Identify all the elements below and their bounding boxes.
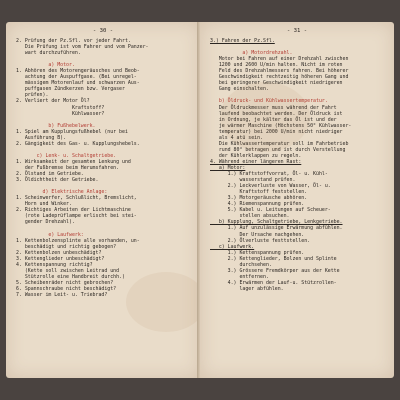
text-line: laufend beobachtet werden. Der Öldruck ist xyxy=(210,110,343,117)
text-line: lager abfühlen. xyxy=(210,285,284,292)
text-line: Motor bei Fahren auf einer Drehzahl zwischen xyxy=(210,56,349,63)
text-line: puffgasen Zündkerzen bzw. Vergaser xyxy=(16,86,125,93)
text-line: Kühlwasser? xyxy=(16,110,105,117)
text-line: stellen absuchen. xyxy=(210,213,290,220)
text-line: Der Öldruckmesser muss während der Fahrt xyxy=(210,104,337,111)
text-line: 2. Prüfung der Pz.Sfl. vor jeder Fahrt. xyxy=(16,38,131,44)
text-line: 3.) Motorgeräusche abhören. xyxy=(210,195,308,202)
text-line: Geschwindigkeit rechtzeitig höheren Gang und xyxy=(210,74,349,81)
text-line: prüfen). xyxy=(16,92,49,99)
text-line: 5. Scheibenräder nicht gebrochen? xyxy=(16,279,114,286)
text-line: c) Laufwerk. xyxy=(210,243,255,250)
right-page-number: - 31 - xyxy=(286,28,308,34)
text-line: (rote Ladeprüflampe erlischt bei stei- xyxy=(16,213,137,220)
text-line: Kraftstoff feststellen. xyxy=(210,189,308,196)
text-line: 4. Während einer längeren Rast: xyxy=(210,158,302,165)
text-line: mässigem Motorenlauf und schwarzen Aus- xyxy=(16,80,140,87)
text-line: d) Elektrische Anlage: xyxy=(16,189,108,196)
text-line: Kraftstoff? xyxy=(16,104,105,111)
text-line: 4.) Riemenspannung prüfen. xyxy=(210,201,305,208)
text-line: als 4 atü sein. xyxy=(210,134,263,141)
text-line: 1. Wirksamkeit der gesamten Lenkung und xyxy=(16,158,131,165)
right-page xyxy=(200,22,394,378)
text-line: b) Fußhebelwerk. xyxy=(16,122,96,129)
text-line: 1. Spiel am Kupplungsfußhebel (nur bei xyxy=(16,128,128,135)
text-line: beschädigt und richtig gebogen? xyxy=(16,243,117,250)
text-line: 2. Gängigkeit des Gas- u. Kupplungshebels. xyxy=(16,140,140,147)
text-line: entfernen. xyxy=(210,273,269,280)
text-line: der Fußbremse beim Herumsfahren. xyxy=(16,164,120,171)
text-line: 2. Richtiges Arbeiten der Lichtmaschine xyxy=(16,207,131,214)
right-page-text xyxy=(200,38,394,292)
text-line: 4. Kettenspannung richtig? xyxy=(16,261,93,268)
text-line: 1.) Auf unzulässige Erwärmung abfühlen. xyxy=(210,225,343,232)
text-line: 1.) Kraftstoffvorrat, Öl- u. Kühl- xyxy=(210,171,328,178)
text-line: achtung der Auspuffgase. (Bei unregel- xyxy=(16,74,137,81)
text-line: bei geringerer Geschwindigkeit niedrigeren xyxy=(210,80,343,87)
text-line: Ausführung B). xyxy=(16,134,67,141)
text-line: a) Motordrehzahl. xyxy=(210,50,293,57)
text-line: 1.) Kettenspannung prüfen. xyxy=(210,249,305,256)
text-line: 3. Kettenglieder unbeschädigt? xyxy=(16,255,105,262)
text-line: gender Drehzahl). xyxy=(16,219,75,226)
text-line: Stützrolle eine Handbreit durchh.) xyxy=(16,273,125,280)
text-line: 5.) Kabel u. Leitungen auf Scheuer- xyxy=(210,207,331,214)
text-line: 2.) Leckverluste von Wasser, Öl- u. xyxy=(210,183,331,190)
text-line: rund 80° betragen und ist durch Verstellung xyxy=(210,146,346,153)
text-line: 1. Abhören des Motorengeräusches und Beob- xyxy=(16,68,140,75)
text-line: 2.) Kettenglieder, Bolzen und Splinte xyxy=(210,255,337,262)
text-line: 7. Wasser im Leit- u. Triebrad? xyxy=(16,291,108,298)
text-line: durchsehen. xyxy=(210,261,272,268)
text-line: e) Laufwerk: xyxy=(16,231,84,238)
text-line: 1. Kettenbolzensplinte alle vorhanden, un- xyxy=(16,237,140,244)
text-line: wasserstand prüfen. xyxy=(210,177,296,184)
text-line: 2. Kettenbolzen unbeschädigt? xyxy=(16,249,102,256)
text-line: Gang einschalten. xyxy=(210,86,269,93)
text-line: a) Motor: xyxy=(210,164,246,171)
text-line: 3. Öldichtheit der Getriebe. xyxy=(16,177,99,184)
left-page xyxy=(6,22,200,378)
text-line: Die Prüfung ist vom Fahrer und vom Panzer- xyxy=(16,44,149,51)
text-line: 2. Ölstand im Getriebe. xyxy=(16,171,84,178)
left-page-text xyxy=(6,38,200,298)
text-line: b) Kupplung, Schaltgetriebe, Lenkgetriebe. xyxy=(210,219,343,226)
text-line: 2.) Ölverluste festtstellen. xyxy=(210,237,311,244)
text-line: Der Ursache nachgehen. xyxy=(210,231,305,238)
text-line: a) Motor. xyxy=(16,62,75,69)
text-line: 1. Scheinwerfer, Schlußlicht, Bremslicht, xyxy=(16,195,137,202)
text-line: 6. Spannschraube nicht beschädigt? xyxy=(16,285,117,292)
text-line: 1200 und 2600 U/min halten. Nicht im roten xyxy=(210,62,343,69)
text-line: Feld des Drehzahlmessers fahren. Bei höherer xyxy=(210,68,349,75)
text-line: wart durchzuführen. xyxy=(16,50,81,57)
left-page-number: - 30 - xyxy=(92,28,114,34)
text-line: der Kühlerklappen zu regeln. xyxy=(210,152,302,159)
text-line: je wärmer Maschine (Höchstens 50° Kühlwasser- xyxy=(210,122,352,129)
text-line: temperatur) bei 2000 U/min nicht niedriger xyxy=(210,128,343,135)
text-line: b) Öldruck- und Kühlwassertemperatur. xyxy=(210,98,328,105)
text-line: in Ordnung, je kälter das Öl ist und der xyxy=(210,116,337,123)
text-line: 3.) Grössere Fremdkörper aus der Kette xyxy=(210,267,340,274)
text-line: Die Kühlwassertemperatur soll im Fahrbetrieb xyxy=(210,140,349,147)
text-line: 2. Verliert der Motor Öl? xyxy=(16,98,90,105)
text-line: c) Lenk- u. Schaltgetriebe. xyxy=(16,152,117,159)
text-line: Horn und Winker. xyxy=(16,201,72,208)
text-line: 4.) Erwärmen der Lauf-u. Stützrollen- xyxy=(210,279,337,286)
text-line: (Kette soll zwischen Leitrad und xyxy=(16,267,120,274)
text-line: 3.) Fahren der Pz.Sfl. xyxy=(210,38,275,44)
